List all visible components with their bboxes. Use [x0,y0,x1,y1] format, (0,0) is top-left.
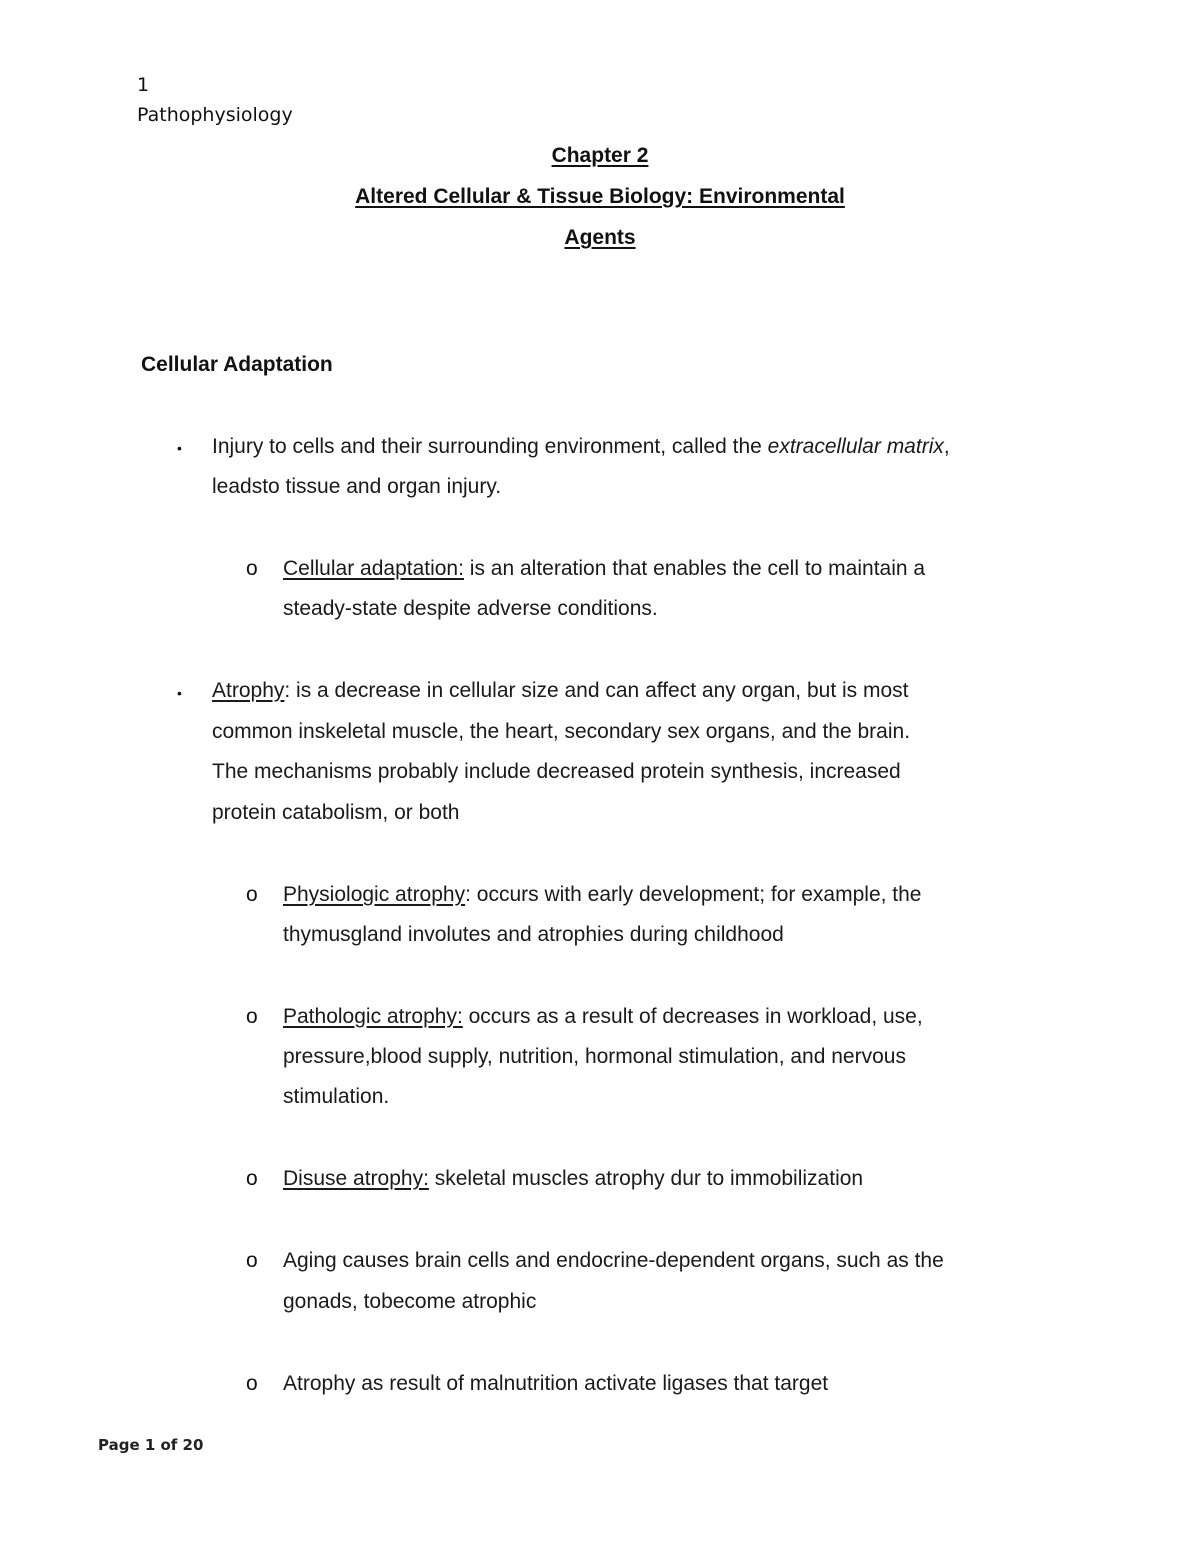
section-heading: Cellular Adaptation [141,353,333,376]
chapter-subtitle-line-1: Altered Cellular & Tissue Biology: Environmental [355,185,845,208]
chapter-subtitle-line-2: Agents [564,226,636,249]
text-span: : occurs with early development; for example, the [465,883,922,906]
sub-bullet-marker: o [246,1167,258,1190]
bullet-marker: • [177,685,182,701]
sub-item-line: thymusgland involutes and atrophies during childhood [283,923,784,946]
defined-term: Cellular adaptation: [283,557,464,580]
header-course-title: Pathophysiology [137,104,293,126]
defined-term: Pathologic atrophy: [283,1005,463,1028]
header-page-number: 1 [137,74,150,96]
defined-term: Physiologic atrophy [283,883,466,906]
sub-item-line [283,1005,923,1029]
text-span: , [943,435,950,458]
sub-bullet-marker: o [246,1249,258,1272]
text-span: skeletal muscles atrophy dur to immobilization [428,1167,864,1190]
chapter-title: Chapter 2 [551,144,649,167]
sub-item-line: pressure,blood supply, nutrition, hormonal stimulation, and nervous [283,1045,906,1068]
sub-bullet-marker: o [246,1372,258,1395]
sub-item-line [283,557,925,581]
sub-item-line [283,1167,863,1191]
sub-bullet-marker: o [246,557,258,580]
emphasized-term: extracellular matrix [767,435,944,458]
defined-term: Atrophy [212,679,285,702]
text-span: : is a decrease in cellular size and can affect any organ, but is most [284,679,909,702]
sub-item-line: gonads, tobecome atrophic [283,1290,537,1313]
sub-item-line: Aging causes brain cells and endocrine-dependent organs, such as the [283,1249,944,1272]
sub-bullet-marker: o [246,883,258,906]
text-span: occurs as a result of decreases in workload, use, [462,1005,923,1028]
page-footer: Page 1 of 20 [98,1436,204,1454]
sub-bullet-marker: o [246,1005,258,1028]
list-item-line: common inskeletal muscle, the heart, secondary sex organs, and the brain. [212,720,911,743]
sub-item-line: stimulation. [283,1085,390,1108]
text-span: is an alteration that enables the cell to maintain a [463,557,926,580]
list-item-line [212,435,950,459]
text-span: Injury to cells and their surrounding environment, called the [212,435,768,458]
sub-item-line: steady-state despite adverse conditions. [283,597,658,620]
bullet-marker: • [177,440,182,456]
defined-term: Disuse atrophy: [283,1167,429,1190]
sub-item-line: Atrophy as result of malnutrition activate ligases that target [283,1372,829,1395]
list-item-line [212,679,909,703]
sub-item-line [283,883,922,907]
list-item-line: protein catabolism, or both [212,801,460,824]
list-item-line: The mechanisms probably include decreased protein synthesis, increased [212,760,901,783]
list-item-line: leadsto tissue and organ injury. [212,475,502,498]
